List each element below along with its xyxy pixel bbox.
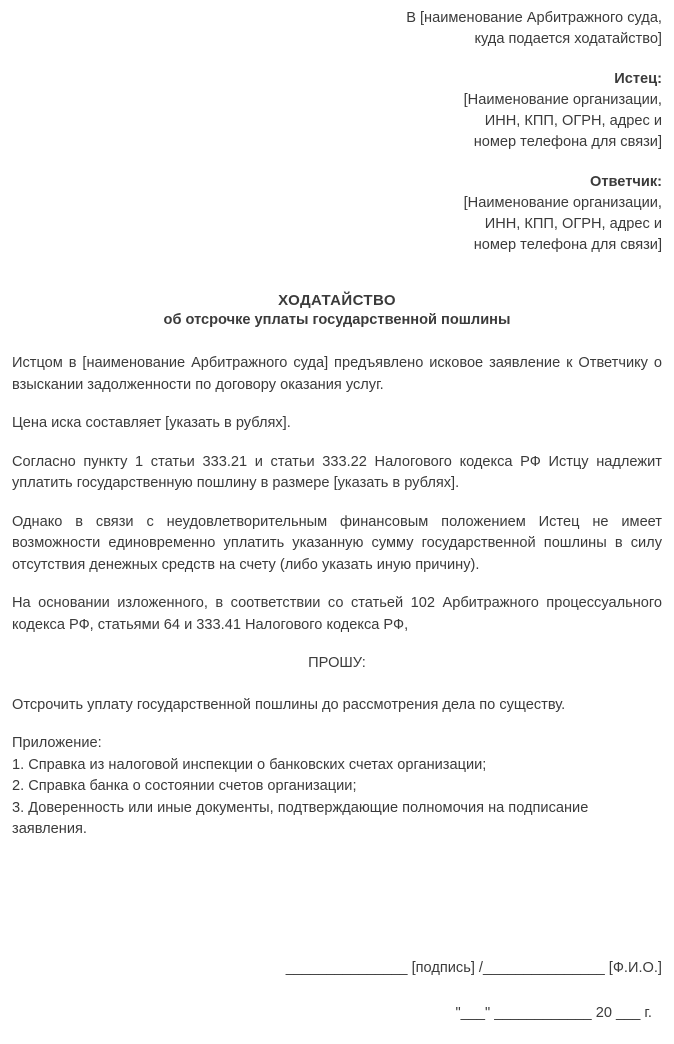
plaintiff-line-2: ИНН, КПП, ОГРН, адрес и	[484, 113, 662, 129]
document-title-block	[12, 292, 662, 328]
defendant-line-2: ИНН, КПП, ОГРН, адрес и	[484, 216, 662, 232]
plaintiff-block	[12, 69, 662, 153]
body-paragraph-5: На основании изложенного, в соответствии со статьей 102 Арбитражного процессуального кодекса РФ, статьями 64 и 333.41 Налогового кодекса РФ,	[12, 595, 662, 633]
body-paragraph-2: Цена иска составляет [указать в рублях].	[12, 415, 291, 431]
attachment-item: 2. Справка банка о состоянии счетов организации;	[12, 778, 357, 794]
signature-block	[12, 958, 662, 1024]
addressee-header	[12, 0, 662, 256]
defendant-label: Ответчик:	[590, 174, 662, 190]
plaintiff-label: Истец:	[614, 71, 662, 87]
body-paragraph-3: Согласно пункту 1 статьи 333.21 и статьи 333.22 Налогового кодекса РФ Истцу надлежит уплатить государственную пошлину в размере [указать в рублях].	[12, 453, 662, 491]
plaintiff-line-1: [Наименование организации,	[463, 92, 662, 108]
plaintiff-line-3: номер телефона для связи]	[473, 134, 662, 150]
request-heading: ПРОШУ:	[308, 655, 366, 671]
request-text: Отсрочить уплату государственной пошлины до рассмотрения дела по существу.	[12, 696, 566, 713]
document-subtitle: об отсрочке уплаты государственной пошлины	[163, 312, 511, 328]
document-body	[12, 353, 662, 841]
court-line-1: В [наименование Арбитражного суда,	[406, 10, 662, 26]
attachment-item: 3. Доверенность или иные документы, подтверждающие полномочия на подписание заявления.	[12, 799, 589, 837]
attachments-title: Приложение:	[12, 735, 102, 751]
body-paragraph-1: Истцом в [наименование Арбитражного суда] предъявлено исковое заявление к Ответчику о взыскании задолженности по договору оказания услуг.	[12, 355, 662, 393]
attachment-item: 1. Справка из налоговой инспекции о банковских счетах организации;	[12, 756, 487, 773]
attachments-block	[12, 733, 662, 841]
defendant-line-3: номер телефона для связи]	[473, 237, 662, 253]
defendant-block	[12, 172, 662, 256]
document-title: ХОДАТАЙСТВО	[278, 292, 396, 309]
court-line-2: куда подается ходатайство]	[474, 31, 662, 47]
body-paragraph-4: Однако в связи с неудовлетворительным финансовым положением Истец не имеет возможности единовременно уплатить указанную сумму государственной пошлины в силу отсутствия денежных средств на счету (либо указать иную причину).	[12, 513, 662, 573]
date-line: "___" ____________ 20 ___ г.	[455, 1005, 652, 1021]
signature-line: _______________ [подпись] /_______________ [Ф.И.О.]	[285, 960, 662, 976]
defendant-line-1: [Наименование организации,	[463, 195, 662, 211]
